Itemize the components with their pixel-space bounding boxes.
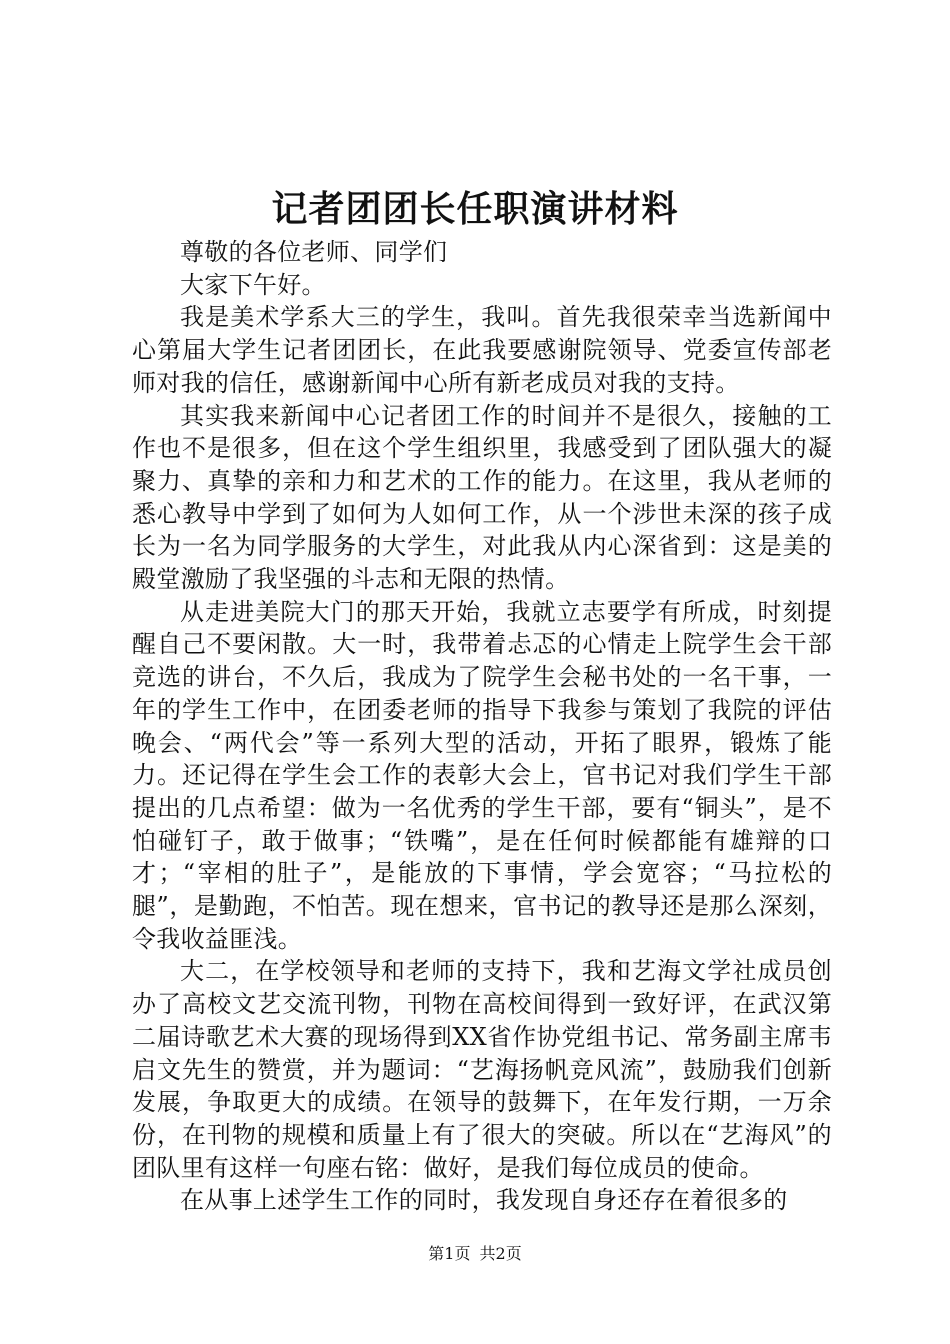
body-paragraph: 大二，在学校领导和老师的支持下，我和艺海文学社成员创办了高校文艺交流刊物，刊物在高校间得到一致好评，在武汉第二届诗歌艺术大赛的现场得到XX省作协党组书记、常务副主席韦启文先生的赞赏，并为题词：“艺海扬帆竞风流”，鼓励我们创新发展，争取更大的成绩。在领导的鼓舞下，在年发行期，一万余份，在刊物的规模和质量上有了很大的突破。所以在“艺海风”的团队里有这样一句座右铭：做好，是我们每位成员的使命。 (132, 957, 832, 1182)
body-paragraph: 在从事上述学生工作的同时，我发现自身还存在着很多的 (180, 1186, 788, 1215)
body-paragraph: 我是美术学系大三的学生，我叫。首先我很荣幸当选新闻中心第届大学生记者团团长，在此我要感谢院领导、党委宣传部老师对我的信任，感谢新闻中心所有新老成员对我的支持。 (132, 303, 832, 397)
page-footer (0, 1243, 950, 1265)
body-paragraph: 其实我来新闻中心记者团工作的时间并不是很久，接触的工作也不是很多，但在这个学生组织里，我感受到了团队强大的凝聚力、真挚的亲和力和艺术的工作的能力。在这里，我从老师的悉心教导中学到了如何为人如何工作，从一个涉世未深的孩子成长为一名为同学服务的大学生，对此我从内心深省到：这是美的殿堂激励了我坚强的斗志和无限的热情。 (132, 401, 832, 594)
document-title: 记者团团长任职演讲材料 (271, 188, 679, 230)
body-paragraph: 从走进美院大门的那天开始，我就立志要学有所成，时刻提醒自己不要闲散。大一时，我带着忐忑的心情走上院学生会干部竞选的讲台，不久后，我成为了院学生会秘书处的一名干事，一年的学生工作中，在团委老师的指导下我参与策划了我院的评估晚会、“两代会”等一系列大型的活动，开拓了眼界，锻炼了能力。还记得在学生会工作的表彰大会上，官书记对我们学生干部提出的几点希望：做为一名优秀的学生干部，要有“铜头”，是不怕碰钉子，敢于做事；“铁嘴”，是在任何时候都能有雄辩的口才；“宰相的肚子”，是能放的下事情，学会宽容；“马拉松的腿”，是勤跑，不怕苦。现在想来，官书记的教导还是那么深刻，令我收益匪浅。 (132, 597, 832, 953)
document-body (132, 236, 832, 1217)
page-total: 共2页 (479, 1244, 522, 1263)
page-number: 第1页 (428, 1244, 471, 1263)
greeting: 大家下午好。 (180, 270, 326, 299)
salutation: 尊敬的各位老师、同学们 (180, 238, 448, 266)
